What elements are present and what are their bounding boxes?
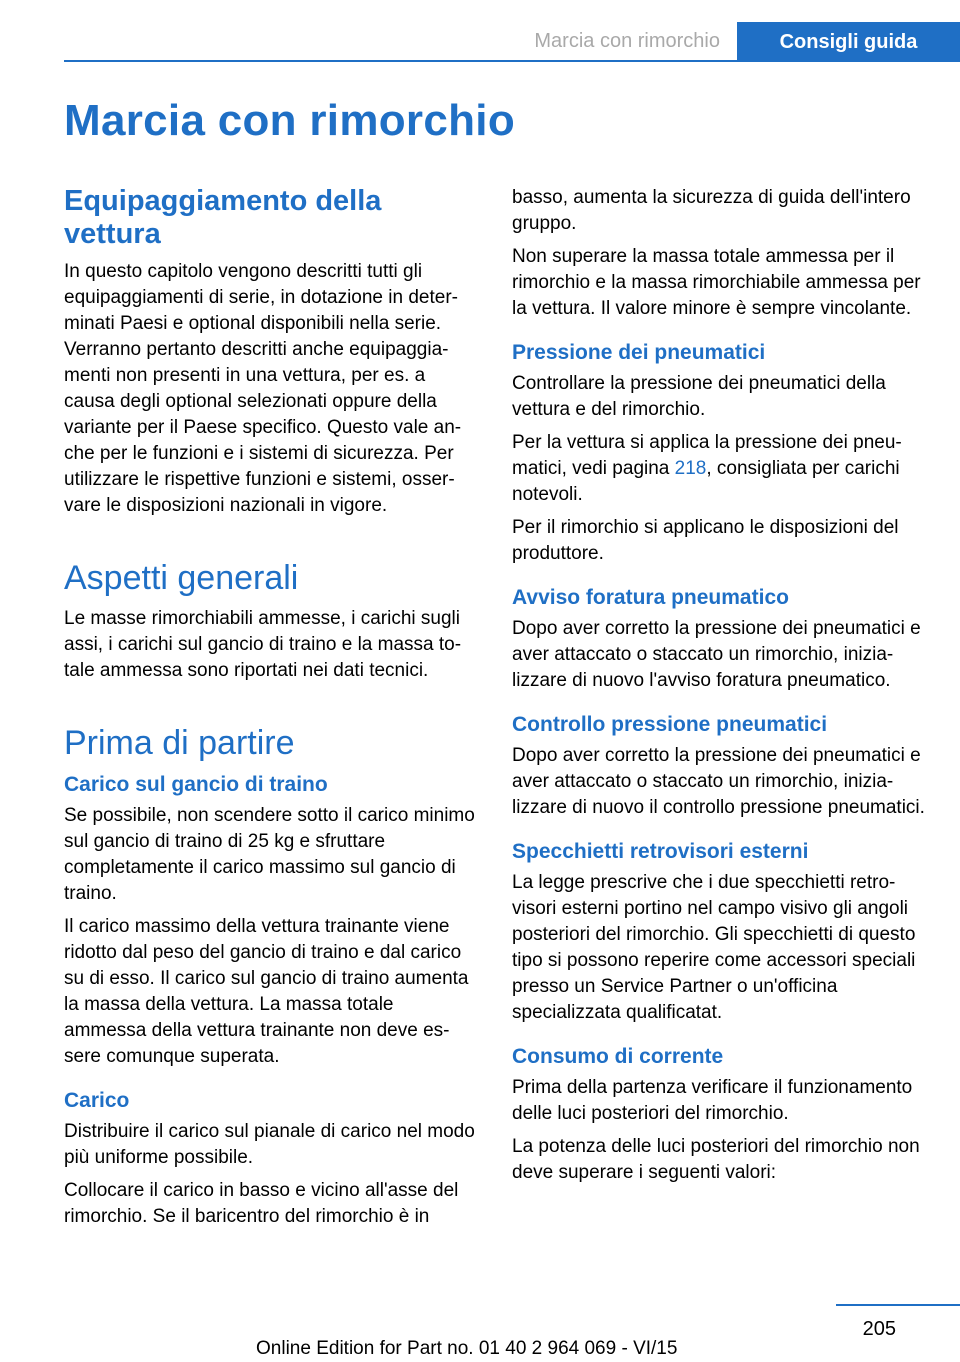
header-chapter-tab: Consigli guida — [737, 22, 960, 62]
hitch-load-text-2: Il carico massimo della vettura trainante viene ridotto dal peso del gancio di traino e dal carico su di esso. Il carico sul gancio di traino aumenta la massa della vettura. La massa totale ammessa della vettura trainante non deve essere comunque superata. — [64, 916, 469, 1067]
load-text-2: Collocare il carico in basso e vicino all'asse del rimorchio. Se il baricentro del rimorchio è in — [64, 1180, 459, 1227]
equipment-text: In questo capitolo vengono descritti tutti gli equipaggiamenti di serie, in dotazione in determinati Paesi e optional disponibili nella serie. Verranno pertanto descritti anche equipaggiamenti non presenti in una vettura, per es. a causa degli optional selezionati oppure della variante per il Paese specifico. Questo vale anche per le funzioni e i sistemi di sicurezza. Per utilizzare le rispettive funzioni e sistemi, osservare le disposizioni nazionali in vigore. — [64, 261, 462, 516]
exterior-mirrors-text: La legge prescrive che i due specchietti retrovisori esterni portino nel campo visivo gli angoli posteriori del rimorchio. Gli specchietti di questo tipo si possono reperire come accessori speciali presso un Service Partner o un'officina specializzata qualificatat. — [512, 872, 916, 1023]
load-text-1: Distribuire il carico sul pianale di carico nel modo più uniforme possibile. — [64, 1121, 475, 1168]
footer-divider — [836, 1304, 960, 1306]
flat-tire-warning-heading: Avviso foratura pneumatico — [512, 586, 789, 609]
equipment-heading: Equipaggiamento della vettura — [64, 185, 382, 250]
tire-pressure-text-2b: , consigliata per carichi notevoli. — [512, 458, 900, 505]
continued-text-2: Non superare la massa totale ammessa per il rimorchio e la massa rimorchiabile ammessa per la vettura. Il valore minore è sempre vincolante. — [512, 246, 921, 319]
tire-pressure-monitor-heading: Controllo pressione pneumatici — [512, 713, 828, 736]
before-departure-heading: Prima di partire — [64, 724, 295, 762]
page-title: Marcia con rimorchio — [64, 96, 516, 145]
tire-pressure-monitor-text: Dopo aver corretto la pressione dei pneumatici e aver attaccato o staccato un rimorchio, inizializzare di nuovo il controllo pressione pneumatici. — [512, 745, 925, 818]
edition-footer: Online Edition for Part no. 01 40 2 964 069 - VI/15 — [256, 1338, 678, 1359]
general-text: Le masse rimorchiabili ammesse, i carichi sugli assi, i carichi sul gancio di traino e la massa totale ammessa sono riportati nei dati tecnici. — [64, 608, 462, 681]
right-column — [512, 185, 928, 1193]
hitch-load-text-1: Se possibile, non scendere sotto il carico minimo sul gancio di traino di 25 kg e sfruttare completamente il carico massimo sul gancio di traino. — [64, 805, 475, 904]
left-column — [64, 185, 480, 1237]
tire-pressure-text-2a: Per la vettura si applica la pressione dei pneumatici, vedi pagina — [512, 432, 902, 479]
header-divider — [64, 60, 960, 62]
load-heading: Carico — [64, 1089, 130, 1112]
tire-pressure-heading: Pressione dei pneumatici — [512, 341, 766, 364]
page-number: 205 — [862, 1318, 896, 1340]
exterior-mirrors-heading: Specchietti retrovisori esterni — [512, 840, 809, 863]
tire-pressure-text-2 — [512, 430, 928, 508]
tire-pressure-text-1: Controllare la pressione dei pneumatici della vettura e del rimorchio. — [512, 373, 886, 420]
flat-tire-warning-text: Dopo aver corretto la pressione dei pneumatici e aver attaccato o staccato un rimorchio, inizializzare di nuovo l'avviso foratura pneumatico. — [512, 618, 921, 691]
power-consumption-text-2: La potenza delle luci posteriori del rimorchio non deve superare i seguenti valori: — [512, 1136, 920, 1183]
general-heading: Aspetti generali — [64, 559, 299, 597]
power-consumption-heading: Consumo di corrente — [512, 1045, 724, 1068]
header-section-title: Marcia con rimorchio — [534, 30, 720, 52]
power-consumption-text-1: Prima della partenza verificare il funzionamento delle luci posteriori del rimorchio. — [512, 1077, 913, 1124]
page-reference-link[interactable]: 218 — [674, 458, 707, 479]
continued-text-1: basso, aumenta la sicurezza di guida dell'intero gruppo. — [512, 187, 911, 234]
tire-pressure-text-3: Per il rimorchio si applicano le disposizioni del produttore. — [512, 517, 899, 564]
hitch-load-heading: Carico sul gancio di traino — [64, 773, 328, 796]
